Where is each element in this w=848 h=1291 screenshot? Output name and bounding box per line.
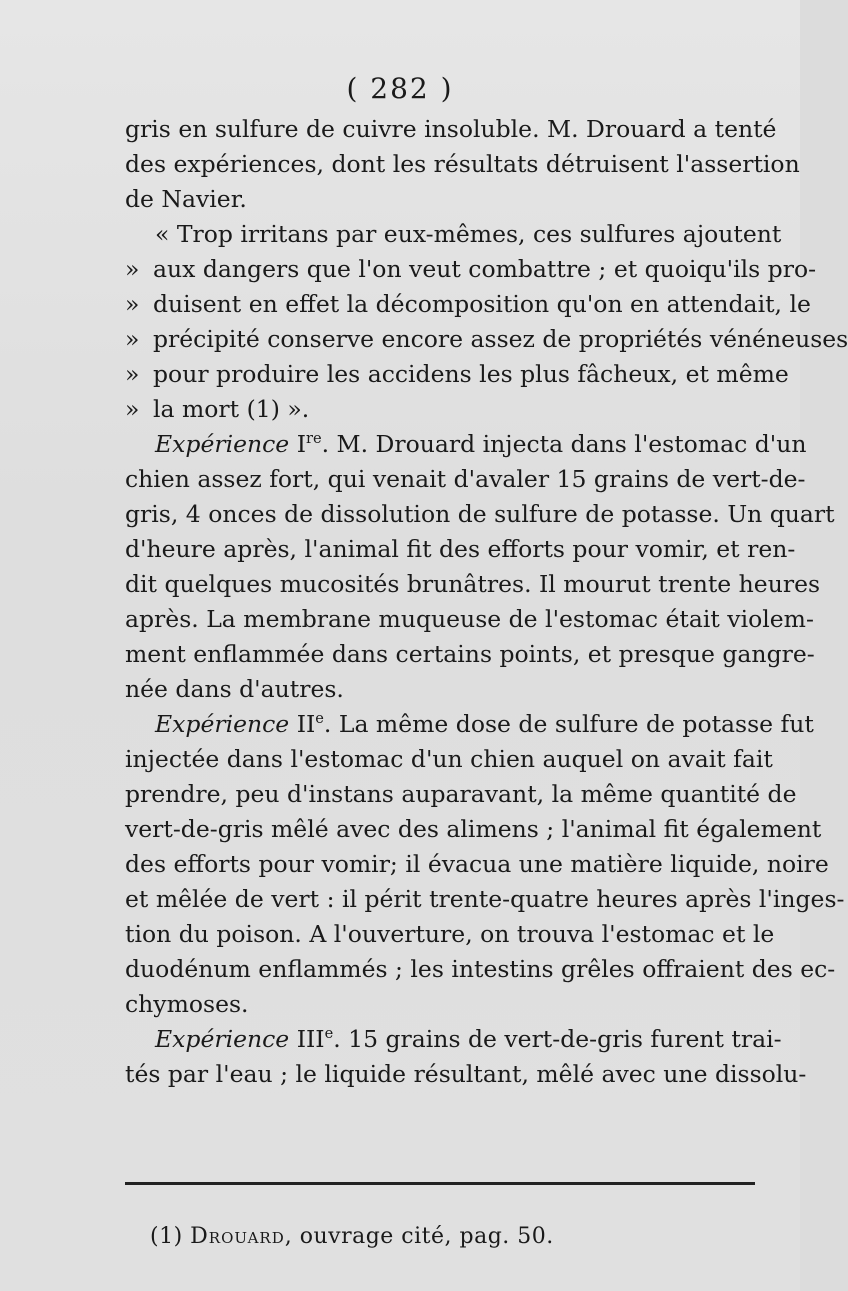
experiment-label: Expérience [155,430,290,458]
text-line: gris en sulfure de cuivre insoluble. M. Drouard a tenté [125,115,777,143]
text-line: gris, 4 onces de dissolution de sulfure de potasse. Un quart [125,500,835,528]
footnote [150,1224,554,1249]
text-line: duodénum enflammés ; les intestins grêles offraient des ec- [125,955,836,983]
quote-mark: » [125,290,140,318]
quote-mark: » [125,360,140,388]
body-text [125,112,848,1092]
text-line: injectée dans l'estomac d'un chien auquel on avait fait [125,745,773,773]
text-line: d'heure après, l'animal fit des efforts pour vomir, et ren- [125,535,796,563]
text-line: duisent en effet la décomposition qu'on en attendait, le [153,290,811,318]
text-line: précipité conserve encore assez de propriétés vénéneuses [153,325,848,353]
experiment-heading-1: Expérience Ire. M. Drouard injecta dans l'estomac d'un [155,430,807,458]
text-line: « Trop irritans par eux-mêmes, ces sulfures ajoutent [155,220,782,248]
quote-mark: » [125,255,140,283]
experiment-label: Expérience [155,710,290,738]
text-line: de Navier. [125,185,247,213]
text-line: après. La membrane muqueuse de l'estomac était violem- [125,605,814,633]
text-line: chymoses. [125,990,249,1018]
footnote-marker: (1) [150,1224,183,1249]
text-line: vert-de-gris mêlé avec des alimens ; l'animal fit également [125,815,822,843]
text-line: des expériences, dont les résultats détruisent l'assertion [125,150,800,178]
text-line: tés par l'eau ; le liquide résultant, mêlé avec une dissolu- [125,1060,807,1088]
quoted-line [125,322,848,357]
footnote-author: Drouard [190,1224,285,1249]
text-line: et mêlée de vert : il périt trente-quatre heures après l'inges- [125,885,845,913]
quoted-line [125,287,811,322]
text-line: prendre, peu d'instans auparavant, la même quantité de [125,780,797,808]
text-line: des efforts pour vomir; il évacua une matière liquide, noire [125,850,829,878]
text-line: la mort (1) ». [153,395,310,423]
page-number: ( 282 ) [346,72,454,105]
text-line: dit quelques mucosités brunâtres. Il mourut trente heures [125,570,821,598]
text-line: pour produire les accidens les plus fâcheux, et même [153,360,789,388]
text-line: née dans d'autres. [125,675,344,703]
footnote-divider [125,1182,755,1185]
footnote-text: , ouvrage cité, pag. 50. [284,1224,554,1249]
quote-mark: » [125,325,140,353]
experiment-heading-2: Expérience IIe. La même dose de sulfure de potasse fut [155,710,814,738]
text-line: chien assez fort, qui venait d'avaler 15 grains de vert-de- [125,465,806,493]
text-line: ment enflammée dans certains points, et presque gangre- [125,640,815,668]
quoted-line [125,392,757,427]
quoted-line [125,357,789,392]
text-line: aux dangers que l'on veut combattre ; et quoiqu'ils pro- [153,255,817,283]
experiment-label: Expérience [155,1025,290,1053]
experiment-heading-3: Expérience IIIe. 15 grains de vert-de-gris furent trai- [155,1025,782,1053]
quote-mark: » [125,395,140,423]
quoted-line [125,252,817,287]
text-line: tion du poison. A l'ouverture, on trouva l'estomac et le [125,920,775,948]
